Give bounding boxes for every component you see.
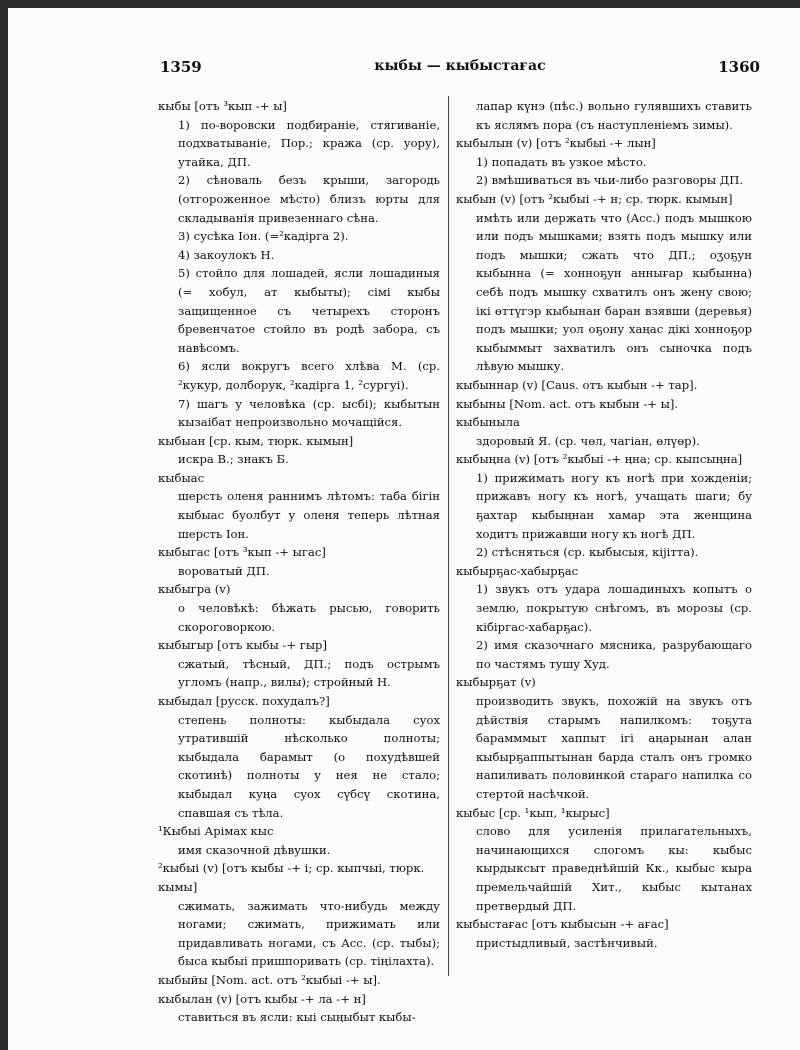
dictionary-entry [158, 636, 440, 692]
entry-headword: кыбыны [Nom. act. отъ кыбын -+ ы]. [456, 396, 679, 411]
page-header [160, 58, 760, 82]
entry-definition: сжатый, тѣсный, ДП.; подъ острымъ угломъ (напр., вилы); стройный Н. [178, 656, 440, 690]
column-divider [448, 96, 449, 976]
entry-headword: кыбыңна (v) [отъ ²кыбыі -+ ңна; ср. кыпсыңна] [456, 452, 743, 467]
dictionary-entry [158, 97, 440, 432]
entry-headword: кыбыас [158, 470, 205, 485]
dictionary-entry [158, 580, 440, 636]
entry-headword: кыбыс [ср. ¹кып, ¹кырыс] [456, 805, 610, 820]
running-title: кыбы — кыбыстағас [374, 58, 546, 74]
dictionary-entry [456, 915, 752, 952]
dictionary-entry [456, 450, 752, 562]
dictionary-entry [456, 190, 752, 376]
dictionary-entry [456, 562, 752, 674]
dictionary-entry [456, 413, 752, 450]
entry-headword: кыбы [отъ ³кып -+ ы] [158, 99, 287, 113]
entry-headword: кыбыгра (v) [158, 582, 231, 597]
right-column [456, 97, 752, 952]
entry-headword: кыбыгас [отъ ³кып -+ ыгас] [158, 545, 326, 560]
entry-definition: сжимать, зажимать что-нибудь между ногами; сжимать, прижимать или придавливать ногами, съ Acc. (ср. тыбы); быса кыбыі пришпоривать (ср. тіңілахта). [178, 898, 440, 969]
entry-definition: слово для усиленія прилагательныхъ, начинающихся слогомъ кы: кыбыс кырдыксыт праведнѣйшій Кк., кыбыс кыра премельчайшій Хит., кыбыс кытанах претвердый ДП. [476, 824, 752, 913]
entry-headword: ¹Кыбыі Арімах кыс [158, 824, 274, 839]
entry-definition: 2) стѣсняться (ср. кыбысыя, кіјітта). [476, 545, 699, 560]
dictionary-entry [158, 543, 440, 580]
dictionary-entry [158, 971, 440, 990]
entry-headword: кыбырҕас-хабырҕас [456, 563, 579, 578]
entry-definition: 2) сѣноваль безъ крыши, загородь (отгороженное мѣсто) близъ юрты для складыванія привезеннаго сѣна. [178, 173, 440, 225]
entry-headword: ²кыбыі (v) [отъ кыбы -+ і; ср. кыпчыі, тюрк. кымы] [158, 861, 425, 894]
left-column [158, 97, 440, 1027]
page-number-right: 1360 [718, 58, 760, 76]
entry-definition: 2) вмѣшиваться въ чьи-либо разговоры ДП. [476, 173, 744, 188]
dictionary-entry [158, 432, 440, 469]
entry-definition: пристыдливый, застѣнчивый. [476, 935, 658, 950]
entry-definition: 6) ясли вокругъ всего хлѣва М. (ср. ²кукур, долборук, ²кадірга 1, ²сургуі). [178, 359, 440, 392]
entry-headword: кыбыстағас [отъ кыбысын -+ ағас] [456, 917, 669, 932]
entry-definition: о человѣкѣ: бѣжать рысью, говорить скороговоркою. [178, 601, 440, 634]
entry-definition: степень полноты: кыбыдала суох утратившій нѣсколько полноты; кыбыдала барамыт (о похудѣвшей скотинѣ) полноты у нея не стало; кыбыдал куңа суох сүбсү скотина, спавшая съ тѣла. [178, 712, 440, 820]
dictionary-entry [158, 990, 440, 1027]
entry-definition: 4) закоулокъ Н. [178, 247, 275, 262]
entry-definition: 1) звукъ отъ удара лошадиныхъ копытъ о землю, покрытую снѣгомъ, въ морозы (ср. кібіргас-хабарҕас). [476, 582, 752, 634]
dictionary-entry [158, 469, 440, 543]
entry-definition: 1) попадать въ узкое мѣсто. [476, 154, 647, 169]
entry-definition: имѣть или держать что (Acc.) подъ мышкою или подъ мышками; взять подъ мышку или подъ мышки; сжать что ДП.; оӡоҕун кыбынна (= хонноҕун аннығар кыбынна) себѣ подъ мышку схватилъ онъ жену свою; ікі өттүгэр кыбынан баран взявши (деревья) подъ мышки; уол оҕону хаңас дікі хонноҕор кыбыммыт захватилъ онъ сыночка подъ лѣвую мышку. [476, 210, 752, 374]
viewer-left-edge [0, 0, 8, 1050]
dictionary-entry [158, 859, 440, 971]
page-number-left: 1359 [160, 58, 202, 76]
entry-headword: кыбыннар (v) [Caus. отъ кыбын -+ тар]. [456, 377, 698, 392]
entry-headword: кыбын (v) [отъ ²кыбыі -+ н; ср. тюрк. кымын] [456, 191, 733, 206]
dictionary-entry [456, 395, 752, 414]
entry-headword: кыбылын (v) [отъ ²кыбыі -+ лын] [456, 136, 656, 151]
entry-definition: шерсть оленя раннимъ лѣтомъ: таба бігін кыбыас буолбут у оленя теперь лѣтная шерсть Іон. [178, 489, 440, 541]
dictionary-entry [456, 804, 752, 916]
dictionary-entry [158, 822, 440, 859]
entry-headword: кыбыан [ср. кым, тюрк. кымын] [158, 433, 354, 448]
entry-definition: 3) сусѣка Іон. (=²кадірга 2). [178, 229, 349, 244]
entry-headword: кыбыгыр [отъ кыбы -+ гыр] [158, 638, 327, 653]
entry-definition: лапар күнэ (пѣс.) вольно гулявшихъ ставить къ яслямъ пора (съ наступленіемъ зимы). [476, 99, 752, 132]
entry-headword: кыбыдал [русск. похудалъ?] [158, 694, 330, 708]
dictionary-entry [456, 673, 752, 803]
dictionary-entry [456, 376, 752, 395]
entry-definition: 1) по-воровски подбираніе, стягиваніе, подхватываніе, Пор.; кража (ср. уору), утайка, ДП. [178, 117, 440, 169]
dictionary-entry [456, 134, 752, 190]
entry-headword: кыбыныла [456, 415, 520, 430]
entry-definition: вороватый ДП. [178, 563, 270, 578]
entry-definition: 7) шагъ у человѣка (ср. ысбі); кыбытын кызаібат непроизвольно мочащійся. [178, 396, 440, 430]
entry-definition: ставиться въ ясли: кыі сыңыбыт кыбы- [178, 1010, 416, 1025]
entry-definition: здоровый Я. (ср. чөл, чагіан, өлүөр). [476, 433, 700, 448]
entry-definition: имя сказочной дѣвушки. [178, 842, 331, 857]
viewer-top-edge [0, 0, 800, 8]
dictionary-entry [456, 97, 752, 134]
entry-definition: 1) прижимать ногу къ ногѣ при хожденіи; прижавъ ногу къ ногѣ, учащать шаги; бу ҕахтар кыбыңнан хамар эта женщина ходитъ прижавши ногу къ ногѣ ДП. [476, 470, 752, 541]
entry-definition: 2) имя сказочнаго мясника, разрубающаго по частямъ тушу Худ. [476, 638, 752, 671]
entry-headword: кыбылан (v) [отъ кыбы -+ ла -+ н] [158, 991, 366, 1006]
dictionary-entry [158, 692, 440, 822]
entry-headword: кыбырҕат (v) [456, 675, 536, 690]
entry-definition: искра В.; знакъ Б. [178, 452, 289, 467]
entry-headword: кыбыйы [Nom. act. отъ ²кыбыі -+ ы]. [158, 972, 381, 987]
entry-definition: производить звукъ, похожій на звукъ отъ дѣйствія старымъ напилкомъ: тоҕута барамммыт хаппыт ігі аңарынан алан кыбырҕаппытынан барда сталъ онъ громко напиливать половинкой стараго напилка со стертой насѣчкой. [476, 694, 752, 801]
entry-definition: 5) стойло для лошадей, ясли лошадиныя (= хобул, ат кыбыты); сімі кыбы защищенное съ четырехъ сторонъ бревенчатое стойло въ родѣ забора, съ навѣсомъ. [178, 266, 440, 355]
